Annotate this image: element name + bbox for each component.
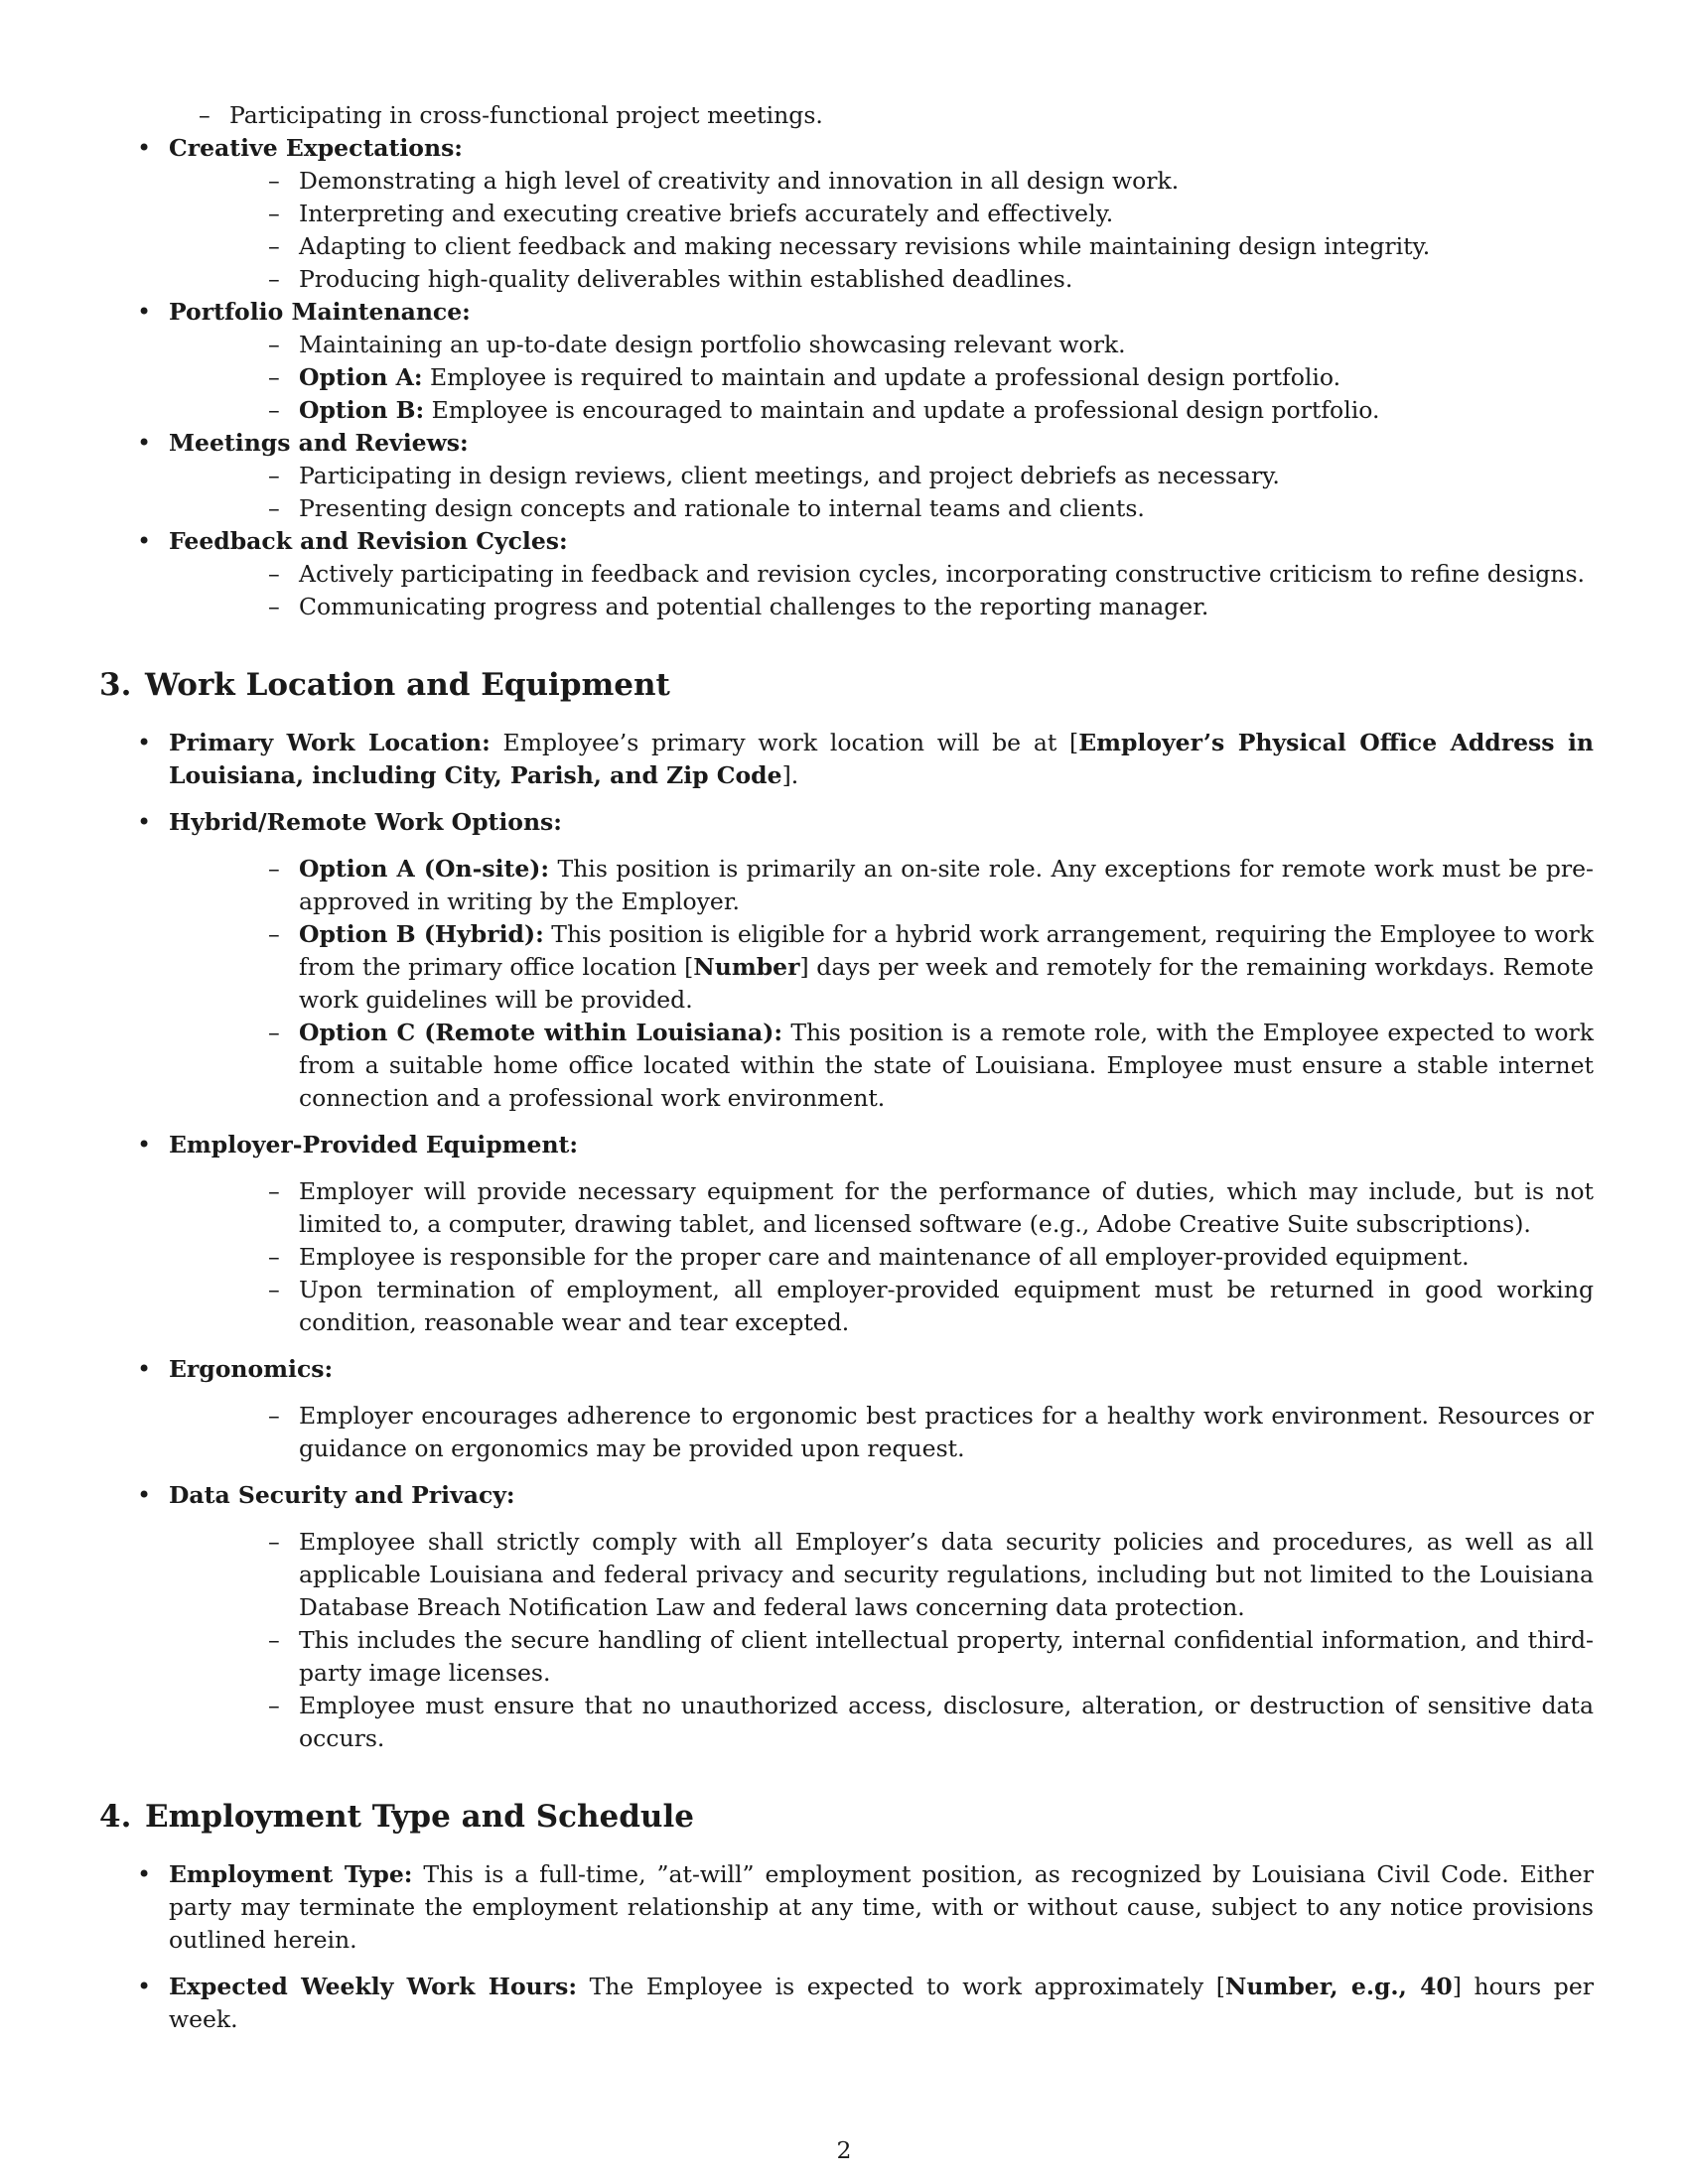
list-item-hybrid-remote: • Hybrid/Remote Work Options: – Option A (On-site): This position is primarily an on-site role. Any exceptions for remote work must be pre-approved in writing by the Employer. – Option B (Hybrid): This position is eligible for a hybrid work arrangement, requiring the Employee to work from the primary office location [Number] days per week and remotely for the remaining workdays. Remote work guidelines will be provided. – Option C (Remote within Louisiana): This position is a remote role, with the Employee expected to work from a suitable home office located within the state of Louisiana. Employee must ensure a stable internet connection and a professional work environment.: [99, 806, 1594, 1115]
list-item-data-security: • Data Security and Privacy: – Employee shall strictly comply with all Employer’s data security policies and procedures, as well as all applicable Louisiana and federal privacy and security regulations, including but not limited to the Louisiana Database Breach Notification Law and federal laws concerning data protection. – This includes the secure handling of client intellectual property, internal confidential information, and third-party image licenses. – Employee must ensure that no unauthorized access, disclosure, alteration, or destruction of sensitive data occurs.: [99, 1479, 1594, 1755]
sub-item: – Employer encourages adherence to ergonomic best practices for a healthy work environment. Resources or guidance on ergonomics may be provided upon request.: [169, 1400, 1594, 1465]
continued-sublist: [99, 99, 1594, 132]
sub-item: – Interpreting and executing creative briefs accurately and effectively.: [169, 198, 1594, 230]
section4-list: [99, 1858, 1594, 2036]
list-item-employment-type: • Employment Type: This is a full-time, ”at-will” employment position, as recognized by Louisiana Civil Code. Either party may terminate the employment relationship at any time, with or without cause, subject to any notice provisions outlined herein.: [99, 1858, 1594, 1957]
list-item-equipment: • Employer-Provided Equipment: – Employer will provide necessary equipment for the performance of duties, which may include, but is not limited to, a computer, drawing tablet, and licensed software (e.g., Adobe Creative Suite subscriptions). – Employee is responsible for the proper care and maintenance of all employer-provided equipment. – Upon termination of employment, all employer-provided equipment must be returned in good working condition, reasonable wear and tear excepted.: [99, 1129, 1594, 1339]
sub-item: – Employer will provide necessary equipment for the performance of duties, which may include, but is not limited to, a computer, drawing tablet, and licensed software (e.g., Adobe Creative Suite subscriptions).: [169, 1175, 1594, 1241]
sub-item: – Producing high-quality deliverables within established deadlines.: [169, 263, 1594, 296]
sub-item: – Communicating progress and potential challenges to the reporting manager.: [169, 591, 1594, 623]
sub-item: – Option B: Employee is encouraged to maintain and update a professional design portfolio.: [169, 394, 1594, 427]
sub-item-option-a: – Option A (On-site): This position is primarily an on-site role. Any exceptions for remote work must be pre-approved in writing by the Employer.: [169, 853, 1594, 918]
document-page: [99, 99, 1594, 2050]
sub-item: – Actively participating in feedback and revision cycles, incorporating constructive criticism to refine designs.: [169, 558, 1594, 591]
list-item-ergonomics: • Ergonomics: – Employer encourages adherence to ergonomic best practices for a healthy work environment. Resources or guidance on ergonomics may be provided upon request.: [99, 1353, 1594, 1465]
sub-item: – Upon termination of employment, all employer-provided equipment must be returned in good working condition, reasonable wear and tear excepted.: [169, 1274, 1594, 1339]
section2-list: [99, 132, 1594, 623]
sub-item: – Adapting to client feedback and making necessary revisions while maintaining design integrity.: [169, 230, 1594, 263]
list-item-portfolio-maintenance: • Portfolio Maintenance: – Maintaining an up-to-date design portfolio showcasing relevant work. – Option A: Employee is required to maintain and update a professional design portfolio. – Option B: Employee is encouraged to maintain and update a professional design portfolio.: [99, 296, 1594, 427]
list-item-weekly-hours: • Expected Weekly Work Hours: The Employee is expected to work approximately [Number, e.g., 40] hours per week.: [99, 1971, 1594, 2036]
sub-item: – Option A: Employee is required to maintain and update a professional design portfolio.: [169, 361, 1594, 394]
sub-item: – Employee must ensure that no unauthorized access, disclosure, alteration, or destruction of sensitive data occurs.: [169, 1690, 1594, 1755]
sub-item-option-c: – Option C (Remote within Louisiana): This position is a remote role, with the Employee expected to work from a suitable home office located within the state of Louisiana. Employee must ensure a stable internet connection and a professional work environment.: [169, 1017, 1594, 1115]
section-heading-3: 3. Work Location and Equipment: [99, 667, 670, 703]
sub-item: – Participating in cross-functional project meetings.: [99, 99, 1594, 132]
list-item-creative-expectations: • Creative Expectations: – Demonstrating a high level of creativity and innovation in all design work. – Interpreting and executing creative briefs accurately and effectively. – Adapting to client feedback and making necessary revisions while maintaining design integrity. – Producing high-quality deliverables within established deadlines.: [99, 132, 1594, 296]
list-item-meetings-reviews: • Meetings and Reviews: – Participating in design reviews, client meetings, and project debriefs as necessary. – Presenting design concepts and rationale to internal teams and clients.: [99, 427, 1594, 525]
sub-item: – Employee shall strictly comply with all Employer’s data security policies and procedures, as well as all applicable Louisiana and federal privacy and security regulations, including but not limited to the Louisiana Database Breach Notification Law and federal laws concerning data protection.: [169, 1526, 1594, 1624]
sub-item-option-b: – Option B (Hybrid): This position is eligible for a hybrid work arrangement, requiring the Employee to work from the primary office location [Number] days per week and remotely for the remaining workdays. Remote work guidelines will be provided.: [169, 918, 1594, 1017]
section-heading-4: 4. Employment Type and Schedule: [99, 1799, 694, 1835]
section3-list: [99, 727, 1594, 1755]
sub-item: – This includes the secure handling of client intellectual property, internal confidential information, and third-party image licenses.: [169, 1624, 1594, 1690]
page-number: 2: [836, 2136, 852, 2164]
sub-item: – Participating in design reviews, client meetings, and project debriefs as necessary.: [169, 460, 1594, 492]
sub-item: – Maintaining an up-to-date design portfolio showcasing relevant work.: [169, 329, 1594, 361]
list-item-feedback-revision: • Feedback and Revision Cycles: – Actively participating in feedback and revision cycles, incorporating constructive criticism to refine designs. – Communicating progress and potential challenges to the reporting manager.: [99, 525, 1594, 623]
list-item-primary-location: • Primary Work Location: Employee’s primary work location will be at [Employer’s Physical Office Address in Louisiana, including City, Parish, and Zip Code].: [99, 727, 1594, 792]
sub-item: – Demonstrating a high level of creativity and innovation in all design work.: [169, 165, 1594, 198]
sub-item: – Employee is responsible for the proper care and maintenance of all employer-provided equipment.: [169, 1241, 1594, 1274]
sub-item: – Presenting design concepts and rationale to internal teams and clients.: [169, 492, 1594, 525]
